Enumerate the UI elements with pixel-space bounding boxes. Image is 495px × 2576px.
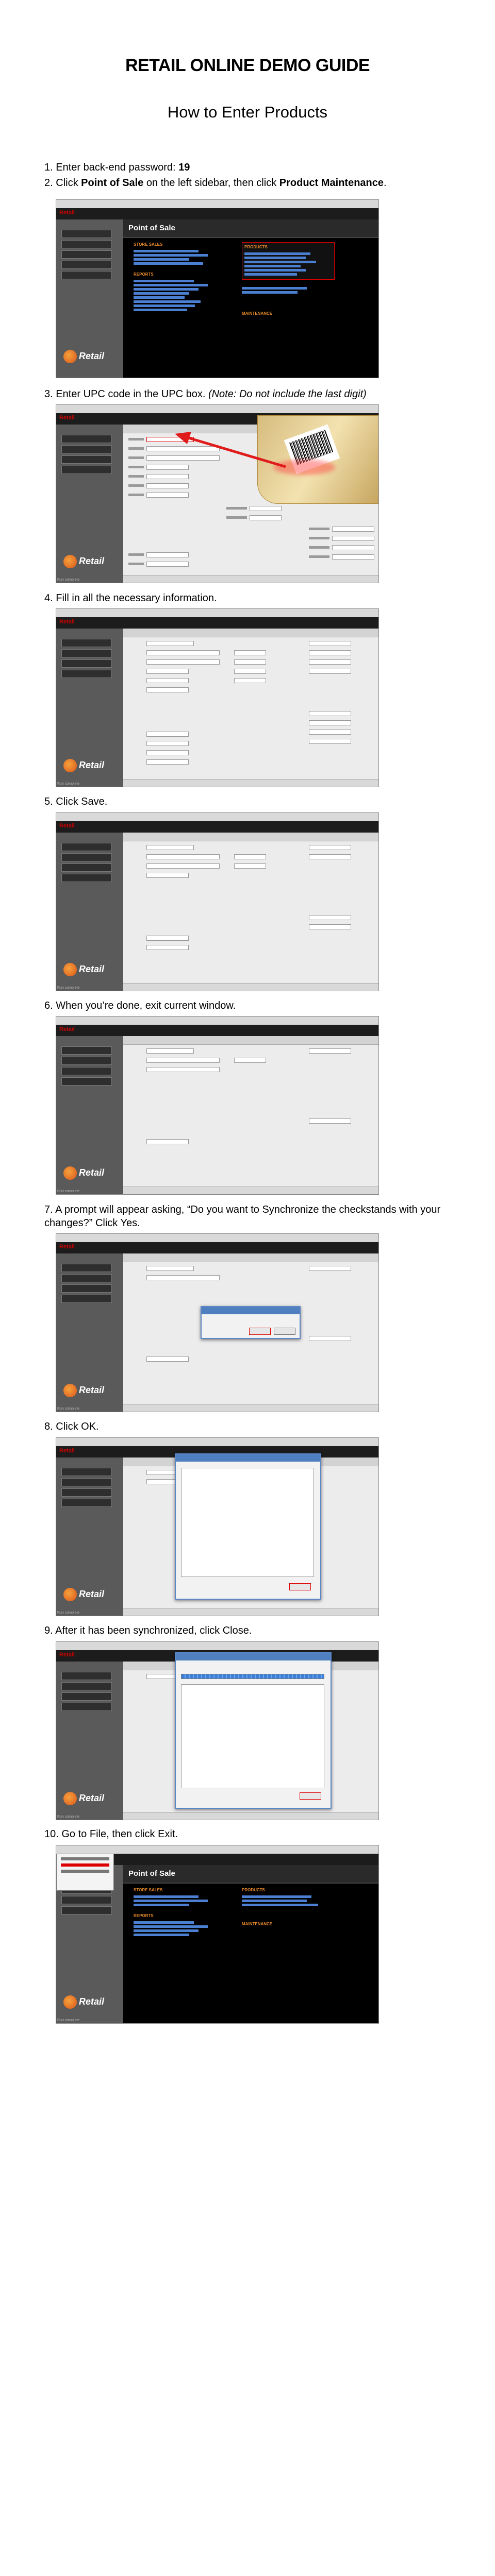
yes-button[interactable] — [249, 1328, 271, 1335]
step-6: 6. When you’re done, exit current window. — [44, 1000, 236, 1011]
sync-progress-bar — [181, 1674, 324, 1679]
synchronize-dialog — [201, 1306, 301, 1339]
step-4: 4. Fill in all the necessary information. — [44, 592, 217, 604]
file-menu[interactable] — [56, 1854, 114, 1891]
screenshot-exit-window: Retail Retail Run complete — [56, 1016, 379, 1195]
guide-title: RETAIL ONLINE DEMO GUIDE — [125, 56, 370, 75]
guide-subtitle: How to Enter Products — [167, 103, 328, 121]
close-button[interactable] — [300, 1792, 321, 1800]
step-3: 3. Enter UPC code in the UPC box. (Note: Do not include the last digit) — [44, 388, 367, 400]
sync-complete-window — [175, 1652, 332, 1809]
ok-button[interactable] — [289, 1583, 311, 1590]
pos-header: Point of Sale — [128, 224, 175, 232]
screenshot-file-exit: Retail Point of Sale STORE SALES REPORTS PRODUCTS MAINTENANCE Run complete — [56, 1845, 379, 2024]
step-10: 10. Go to File, then click Exit. — [44, 1828, 178, 1840]
sync-window — [175, 1453, 321, 1600]
screenshot-upc-entry: Retail Retail Run complete — [56, 404, 379, 583]
no-button[interactable] — [274, 1328, 295, 1335]
red-arrow-icon — [170, 431, 288, 472]
screenshot-point-of-sale: Retail Retail Point of Sale STORE SALES REPORTS PRODUCTS MAINTENANCE — [56, 199, 379, 378]
screenshot-fill-info: Retail Retail Run complete — [56, 608, 379, 787]
screenshot-synchronized: Retail Retail Run complete — [56, 1641, 379, 1820]
step-1: 1. Enter back-end password: 19 — [44, 162, 190, 173]
screenshot-synchronize-prompt: Retail Retail Run complete — [56, 1233, 379, 1412]
retail-logo: Retail — [63, 349, 115, 364]
step-2: 2. Click Point of Sale on the left sidebar, then click Product Maintenance. — [44, 177, 387, 189]
screenshot-save: Retail Retail Run complete — [56, 812, 379, 991]
step-7: 7. A prompt will appear asking, “Do you want to Synchronize the checkstands with your changes?” Click Yes. — [44, 1204, 441, 1229]
step-8: 8. Click OK. — [44, 1421, 99, 1432]
step-9: 9. After it has been synchronized, click Close. — [44, 1625, 252, 1636]
step-5: 5. Click Save. — [44, 796, 108, 807]
sidebar — [56, 219, 123, 378]
screenshot-click-ok: Retail Retail Run complete — [56, 1437, 379, 1616]
